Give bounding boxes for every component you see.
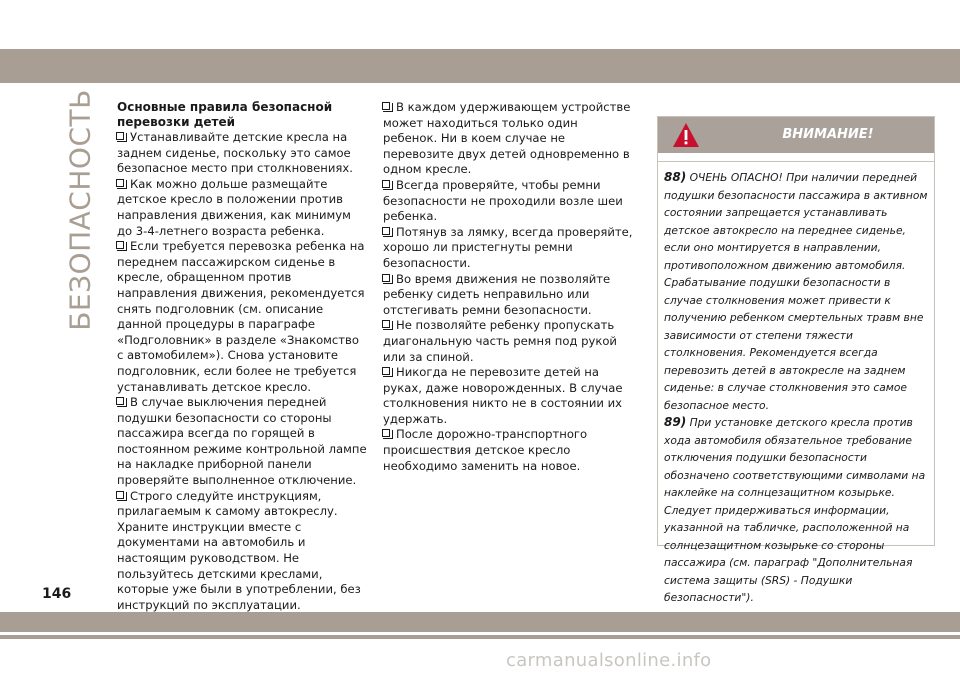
paragraph-text: В случае выключения передней подушки безопасности со стороны пассажира всегда по горящей в постоянном режиме контрольной лампе на накладке приборной панели проверяйте выполненное отключение. <box>117 395 367 488</box>
paragraph-text: Не позволяйте ребенку пропускать диагональную часть ремня под рукой или за спиной. <box>383 318 617 364</box>
warning-number: 88) <box>664 170 687 184</box>
checkbox-bullet-icon <box>383 321 393 330</box>
checkbox-bullet-icon <box>383 430 393 439</box>
warning-text <box>664 169 928 607</box>
section-heading: Основные правила безопасной перевозки детей <box>117 100 333 129</box>
checkbox-bullet-icon <box>383 368 393 377</box>
paragraph <box>117 177 369 239</box>
bottom-rule <box>0 635 960 639</box>
checkbox-bullet-icon <box>117 492 127 501</box>
top-band <box>0 49 960 83</box>
paragraph-text: После дорожно-транспортного происшествия детское кресло необходимо заменить на новое. <box>383 427 588 473</box>
section-side-label <box>60 89 100 331</box>
warning-item <box>664 414 928 607</box>
paragraph-text: Во время движения не позволяйте ребенку сидеть неправильно или отстегивать ремни безопасности. <box>383 271 611 317</box>
checkbox-bullet-icon <box>383 275 393 284</box>
paragraph <box>117 489 369 614</box>
paragraph <box>383 318 635 365</box>
checkbox-bullet-icon <box>117 180 127 189</box>
warning-triangle-icon <box>672 122 700 148</box>
checkbox-bullet-icon <box>117 242 127 251</box>
paragraph-text: Никогда не перевозите детей на руках, даже новорожденных. В случае столкновения никто не в состоянии их удержать. <box>383 365 623 426</box>
warning-header <box>658 117 934 153</box>
checkbox-bullet-icon <box>383 103 393 112</box>
paragraph <box>117 395 369 489</box>
paragraph <box>117 239 369 395</box>
warning-item-text: ОЧЕНЬ ОПАСНО! При наличии передней подушки безопасности пассажира в активном состоянии запрещается устанавливать детское автокресло на переднее сиденье, если оно монтируется в направлении, противоположном движению автомобиля. Срабатывание подушки безопасности в случае столкновения может привести к получению ребенком смертельных травм вне зависимости от степени тяжести столкновения. Рекомендуется всегда перевозить детей в автокресле на заднем сиденье: в случае столкновения это самое безопасное место. <box>664 171 928 412</box>
paragraph <box>383 178 635 225</box>
paragraph <box>383 272 635 319</box>
paragraph-text: Строго следуйте инструкциям, прилагаемым к самому автокреслу. Храните инструкции вместе с документами на автомобиль и настоящим руководством. Не пользуйтесь детскими креслами, которые уже были в употреблении, без инструкций по эксплуатации. <box>117 488 361 612</box>
paragraph-text: Всегда проверяйте, чтобы ремни безопасности не проходили возле шеи ребенка. <box>383 177 623 224</box>
column-middle <box>383 100 635 474</box>
warning-item-text: При установке детского кресла против хода автомобиля обязательное требование отключения подушки безопасности обозначено соответствующими символами на наклейке на солнцезащитном козырьке. Следует придерживаться информации, указанной на табличке, расположенной на солнцезащитном козырьке со стороны пассажира (см. параграф "Дополнительная система защиты (SRS) - Подушки безопасности"). <box>664 416 926 604</box>
checkbox-bullet-icon <box>117 133 127 142</box>
paragraph-text: Устанавливайте детские кресла на заднем сиденье, поскольку это самое безопасное место при столкновениях. <box>117 130 353 176</box>
column-left <box>117 100 369 613</box>
warning-item <box>664 169 928 414</box>
paragraph-list <box>117 130 369 613</box>
paragraph <box>383 365 635 427</box>
section-title: БЕЗОПАСНОСТЬ <box>63 89 97 331</box>
paragraph <box>383 100 635 178</box>
checkbox-bullet-icon <box>117 398 127 407</box>
page-number: 146 <box>42 586 72 602</box>
paragraph-text: Если требуется перевозка ребенка на переднем пассажирском сиденье в кресле, обращенном против направления движения, рекомендуется снять подголовник (см. описание данной процедуры в параграфе «Подголовник» в разделе «Знакомство с автомобилем»). Снова установите подголовник, если более не требуется устанавливать детское кресло. <box>117 239 365 394</box>
watermark: carmanualsonline.info <box>506 650 712 671</box>
paragraph-text: Как можно дольше размещайте детское кресло в положении против направления движения, как минимум до 3-4-летнего возраста ребенка. <box>117 176 351 238</box>
paragraph-text: Потянув за лямку, всегда проверяйте, хорошо ли пристегнуты ремни безопасности. <box>383 224 633 270</box>
paragraph <box>383 225 635 272</box>
paragraph <box>117 130 369 177</box>
divider <box>658 161 934 162</box>
warning-number: 89) <box>664 415 687 429</box>
checkbox-bullet-icon <box>383 181 393 190</box>
paragraph <box>383 427 635 474</box>
warning-box <box>657 116 935 604</box>
checkbox-bullet-icon <box>383 228 393 237</box>
paragraph-text: В каждом удерживающем устройстве может находиться только один ребенок. Ни в коем случае не перевозите двух детей одновременно в одном кресле. <box>383 100 631 177</box>
paragraph-list <box>383 100 635 474</box>
bottom-band <box>0 612 960 632</box>
warning-title: ВНИМАНИЕ! <box>782 127 874 142</box>
